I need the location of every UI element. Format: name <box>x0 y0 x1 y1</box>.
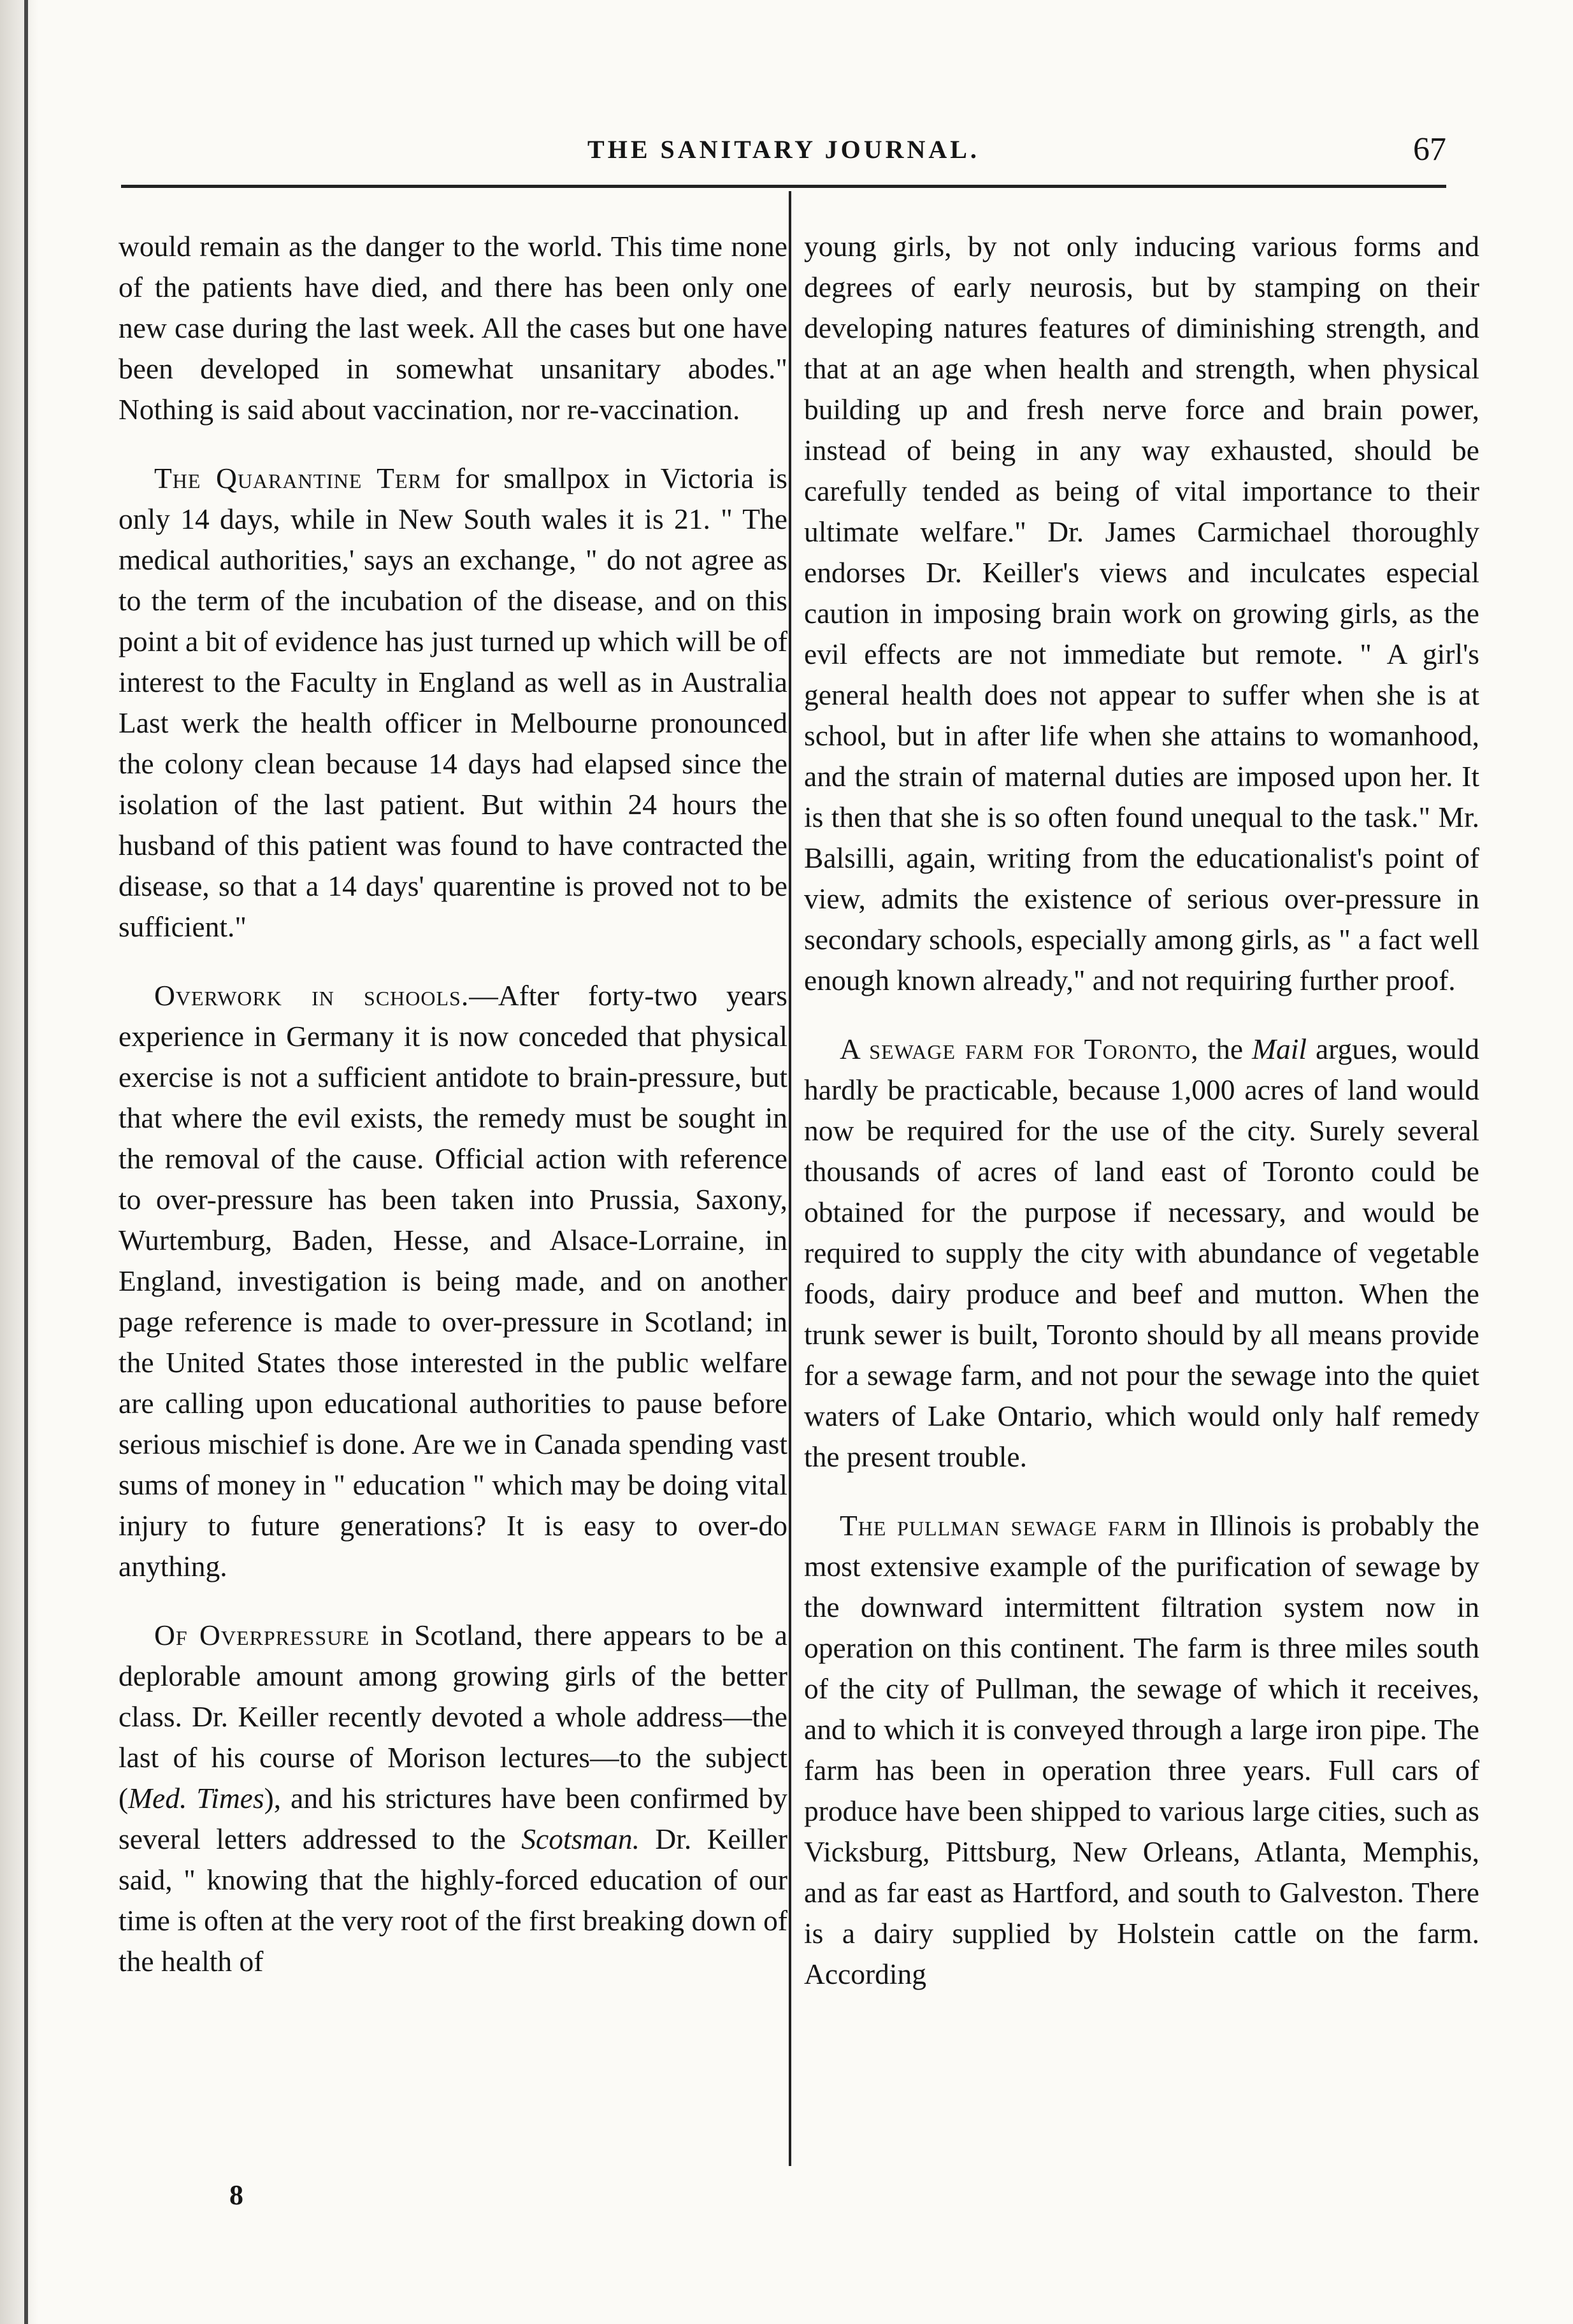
left-column <box>119 226 787 2010</box>
paragraph-text: for smallpox in Victoria is only 14 days, while in New South wales it is 21. " The medical authorities,' says an exchange, " do not agree as to the term of the incubation of the disease, and on this point a bit of evidence has just turned up which will be of interest to the Faculty in England as well as in Australia Last werk the health officer in Melbourne pronounced the colony clean because 14 days had elapsed since the isolation of the last patient. But within 24 hours the husband of this patient was found to have contracted the disease, so that a 14 days' quarentine is proved not to be sufficient." <box>119 462 788 943</box>
paragraph-text: would remain as the danger to the world. This time none of the patients have died, and there has been only one new case during the last week. All the cases but one have been developed in somewhat unsanitary abodes." Nothing is said about vaccination, nor re-vaccination. <box>119 230 787 426</box>
paragraph-text: in Scotland, there appears to be a deplorable amount among growing girls of the better class. Dr. Keiller recently devoted a whole address—the last of his course of Morison lectures—to the subject ( <box>119 1619 788 1814</box>
citation-italic: Mail <box>1252 1033 1307 1065</box>
paragraph-quarantine-term <box>119 458 787 947</box>
paragraph-text: young girls, by not only inducing various forms and degrees of early neurosis, but by stamping on their developing natures features of diminishing strength, and that at an age when health and strength, when physical building up and fresh nerve force and brain power, instead of being in any way exhausted, should be carefully tended as being of vital importance to their ultimate welfare." Dr. James Carmichael thoroughly endorses Dr. Keiller's views and inculcates especial caution in imposing brain work on growing girls, as the evil effects are not immediate but remote. " A girl's general health does not appear to suffer when she is at school, but in after life when she attains to womanhood, and the strain of maternal duties are imposed upon her. It is then that she is so often found unequal to the task." Mr. Balsilli, again, writing from the educationalist's point of view, admits the existence of serious over-pressure in secondary schools, especially among girls, as " a fact well enough known already," and not requiring further proof. <box>804 230 1479 996</box>
paragraph-text: Dr. Keiller said, " knowing that the highly-forced education of our time is often at the very root of the first breaking down of the health of <box>119 1823 787 1977</box>
signature-mark: 8 <box>229 2179 243 2211</box>
page-header <box>121 131 1446 175</box>
paragraph-text: in Illinois is probably the most extensive example of the purification of sewage by the downward intermittent filtration system now in operation on this continent. The farm is three miles south of the city of Pullman, the sewage of which it receives, and to which it is conveyed through a large iron pipe. The farm has been in operation three years. Full cars of produce have been shipped to various large cities, such as Vicksburg, Pittsburg, New Orleans, Atlanta, Memphis, and as far east as Hartford, and south to Galveston. There is a dairy supplied by Holstein cattle on the farm. According <box>804 1509 1479 1990</box>
paragraph-heading: A sewage farm for Toronto, <box>840 1033 1199 1065</box>
paragraph-overwork-in-schools <box>119 975 787 1587</box>
paragraph-text: ), and his strictures have been confirmed by several letters addressed to the <box>119 1782 788 1855</box>
running-title: THE SANITARY JOURNAL. <box>587 135 980 164</box>
paragraph-text: argues, would hardly be practicable, because 1,000 acres of land would now be required for the use of the city. Surely several thousands of acres of land east of Toronto could be obtained for the purpose if necessary, and would be required to supply the city with abundance of vegetable foods, dairy produce and beef and mutton. When the trunk sewer is built, Toronto should by all means provide for a sewage farm, and not pour the sewage into the quiet waters of Lake Ontario, which would only half remedy the present trouble. <box>804 1033 1479 1473</box>
paragraph-heading: Of Overpressure <box>154 1619 370 1651</box>
paragraph-continuation <box>804 226 1479 1001</box>
paragraph-text: the <box>1198 1033 1253 1065</box>
paragraph-text: —After forty-two years experience in Germany it is now conceded that physical exercise is not a sufficient antidote to brain-pressure, but that where the evil exists, the remedy must be sought in the removal of the cause. Official action with reference to over-pressure has been taken into Prussia, Saxony, Wurtemburg, Baden, Hesse, and Alsace-Lorraine, in England, investigation is being made, and on another page reference is made to over-pressure in Scotland; in the United States those interested in the public welfare are calling upon educational authorities to pause before serious mischief is done. Are we in Canada spending vast sums of money in " education " which may be doing vital injury to future generations? It is easy to over-do anything. <box>119 979 787 1582</box>
paragraph-continuation <box>119 226 787 430</box>
binding-edge <box>24 0 28 2324</box>
citation-italic: Med. Times <box>128 1782 264 1814</box>
paragraph-sewage-farm-toronto <box>804 1029 1479 1477</box>
paragraph-heading: The Quarantine Term <box>154 462 442 494</box>
paragraph-pullman-sewage-farm <box>804 1505 1479 1995</box>
citation-italic: Scotsman. <box>521 1823 640 1855</box>
paragraph-of-overpressure <box>119 1615 787 1982</box>
paragraph-heading: The pullman sewage farm <box>840 1509 1167 1542</box>
paragraph-heading: Overwork in schools. <box>154 979 470 1012</box>
page-edge-shadow <box>0 0 45 2324</box>
header-rule <box>121 185 1446 188</box>
column-divider <box>789 191 791 2166</box>
page-number: 67 <box>1413 131 1446 168</box>
right-column <box>804 226 1479 2023</box>
